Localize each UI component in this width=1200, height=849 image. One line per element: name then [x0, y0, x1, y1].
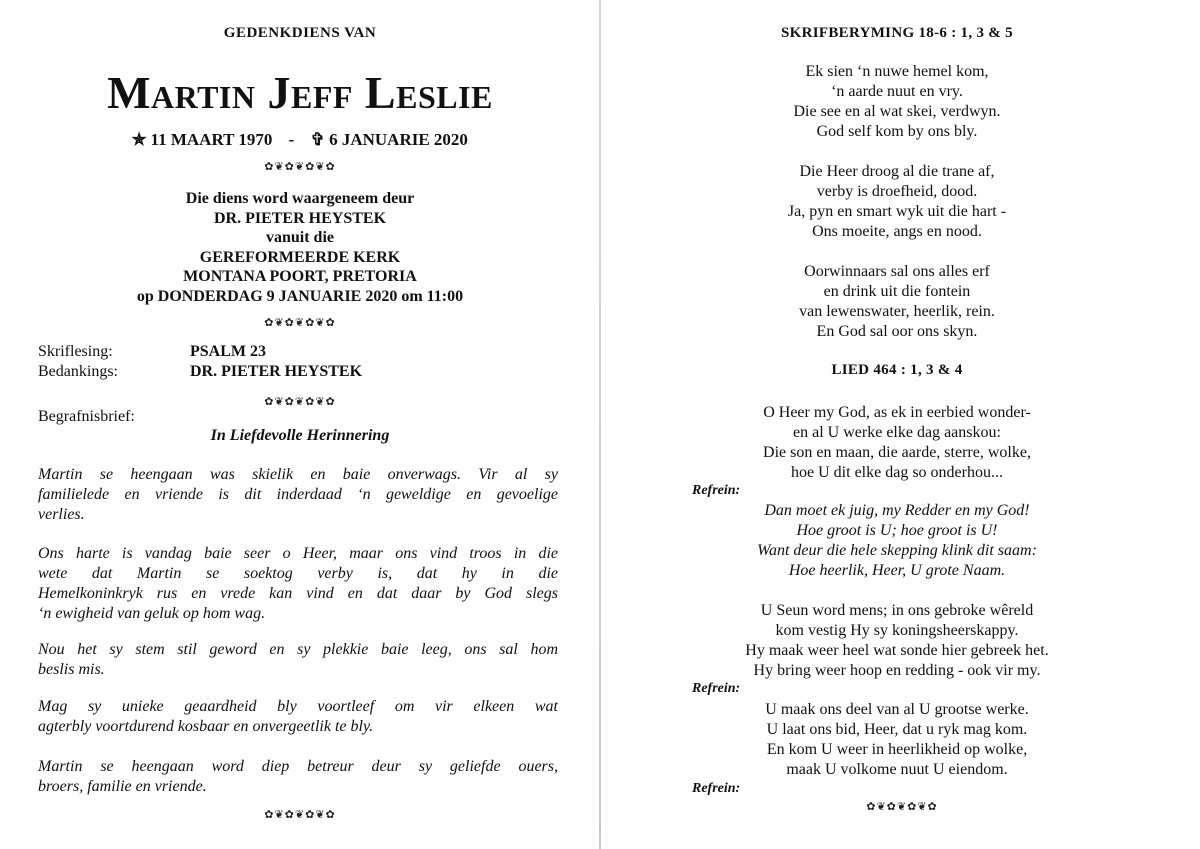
text-line: Martin se heengaan word diep betreur deur sy geliefde ouers, — [38, 758, 558, 775]
program-value: PSALM 23 — [190, 343, 266, 360]
verse-line: Hoe heerlik, Heer, U grote Naam. — [788, 562, 1006, 579]
right-page — [602, 0, 1200, 849]
verse-line: Die son en maan, die aarde, sterre, wolke, — [763, 444, 1031, 461]
text-line: Hemelkoninkryk rus en vrede kan vind en dat daar by God slegs — [38, 585, 558, 602]
text-line: broers, familie en vriende. — [38, 778, 207, 795]
service-line: MONTANA POORT, PRETORIA — [183, 268, 417, 285]
letter-paragraph — [38, 465, 558, 525]
deceased-name: Martin Jeff Leslie — [107, 67, 493, 118]
verse-line: Dan moet ek juig, my Redder en my God! — [764, 502, 1030, 519]
service-line: DR. PIETER HEYSTEK — [213, 209, 387, 227]
verse-line: God self kom by ons bly. — [816, 123, 978, 140]
verse-line: Want deur die hele skepping klink dit saam: — [757, 542, 1037, 559]
verse-line: U Seun word mens; in ons gebroke wêreld — [760, 602, 1034, 619]
verse-line: Ja, pyn en smart wyk uit die hart - — [787, 203, 1007, 220]
program-label: Bedankings: — [38, 363, 118, 380]
hymn2-title: LIED 464 : 1, 3 & 4 — [831, 362, 963, 378]
verse-line: ‘n aarde nuut en vry. — [831, 83, 963, 100]
hymn2-stanza — [652, 403, 1142, 483]
text-line: Mag sy unieke geaardheid bly voortleef om vir elkeen wat — [38, 698, 558, 715]
verse-line: En God sal oor ons skyn. — [816, 323, 978, 340]
refrain-label: Refrein: — [692, 781, 741, 796]
memorial-header: GEDENKDIENS VAN — [223, 25, 377, 41]
verse-line: Ons moeite, angs en nood. — [812, 223, 982, 240]
death-date: 6 JANUARIE 2020 — [329, 130, 468, 149]
verse-line: Die see en al wat skei, verdwyn. — [793, 103, 1001, 120]
text-line: familielede en vriende is dit inderdaad ‘n geweldige en gevoelige — [38, 486, 558, 503]
verse-line: Hy maak weer heel wat sonde hier gebreek het. — [745, 642, 1049, 659]
flower-ornament-divider: ✿❦✿❦✿❦✿ — [264, 809, 336, 821]
program-value: DR. PIETER HEYSTEK — [190, 363, 363, 380]
verse-line: en drink uit die fontein — [823, 283, 971, 300]
text-line: verlies. — [38, 506, 85, 523]
birth-date: 11 MAART 1970 — [150, 130, 273, 149]
text-line: beslis mis. — [38, 661, 105, 678]
verse-line: maak U volkome nuut U eiendom. — [786, 761, 1008, 778]
verse-line: U maak ons deel van al U grootse werke. — [765, 701, 1029, 718]
refrain-label: Refrein: — [692, 681, 741, 696]
text-line: ‘n ewigheid van geluk op hom wag. — [38, 605, 266, 622]
letter-heading: In Liefdevolle Herinnering — [210, 427, 390, 444]
program-label: Skriflesing: — [38, 343, 113, 360]
refrain — [652, 501, 1142, 581]
text-line: agterbly voortdurend kosbaar en onvergeetlik te bly. — [38, 718, 374, 735]
verse-line: kom vestig Hy sy koningsheerskappy. — [775, 622, 1019, 639]
service-line: op DONDERDAG 9 JANUARIE 2020 om 11:00 — [136, 287, 464, 305]
letter-paragraph — [38, 544, 558, 624]
service-details — [70, 189, 530, 306]
verse-line: Die Heer droog al die trane af, — [799, 163, 995, 180]
verse-line: Ek sien ‘n nuwe hemel kom, — [805, 63, 989, 80]
letter-label: Begrafnisbrief: — [38, 408, 135, 425]
verse-line: verby is droefheid, dood. — [816, 183, 978, 200]
service-line: vanuit die — [265, 229, 334, 246]
text-line: wete dat Martin se soektog verby is, dat hy in die — [38, 565, 558, 582]
verse-line: van lewenswater, heerlik, rein. — [799, 303, 995, 320]
date-separator: - — [288, 130, 295, 149]
hymn1-stanza — [652, 162, 1142, 242]
verse-line: U laat ons bid, Heer, dat u ryk mag kom. — [766, 721, 1028, 738]
service-line: GEREFORMEERDE KERK — [199, 248, 401, 266]
left-page — [0, 0, 598, 849]
refrain-label: Refrein: — [692, 483, 741, 498]
verse-line: Hoe groot is U; hoe groot is U! — [796, 522, 998, 539]
flower-ornament-divider: ✿❦✿❦✿❦✿ — [264, 396, 336, 408]
verse-line: En kom U weer in heerlikheid op wolke, — [766, 741, 1028, 758]
letter-paragraph — [38, 757, 558, 797]
service-line: Die diens word waargeneem deur — [185, 190, 415, 207]
page-fold — [599, 0, 601, 849]
life-dates — [50, 130, 550, 150]
hymn1-stanza — [652, 262, 1142, 342]
text-line: Ons harte is vandag baie seer o Heer, maar ons vind troos in die — [38, 545, 558, 562]
verse-line: en al U werke elke dag aanskou: — [793, 424, 1001, 441]
hymn2-stanza — [652, 700, 1142, 780]
flower-ornament-divider: ✿❦✿❦✿❦✿ — [264, 161, 336, 173]
letter-paragraph — [38, 640, 558, 680]
verse-line: Hy bring weer hoop en redding - ook vir my. — [753, 662, 1041, 679]
letter-paragraph — [38, 697, 558, 737]
cross-icon: ✞ — [310, 130, 325, 149]
text-line: Nou het sy stem stil geword en sy plekkie baie leeg, ons sal hom — [38, 641, 558, 658]
hymn1-stanza — [652, 62, 1142, 142]
verse-line: hoe U dit elke dag so onderhou... — [791, 464, 1003, 481]
hymn2-stanza — [652, 601, 1142, 681]
verse-line: O Heer my God, as ek in eerbied wonder- — [763, 404, 1031, 421]
flower-ornament-divider: ✿❦✿❦✿❦✿ — [264, 317, 336, 329]
verse-line: Oorwinnaars sal ons alles erf — [804, 263, 990, 280]
text-line: Martin se heengaan was skielik en baie onverwags. Vir al sy — [38, 466, 558, 483]
star-icon: ✯ — [132, 130, 147, 149]
hymn1-title: SKRIFBERYMING 18-6 : 1, 3 & 5 — [781, 25, 1013, 41]
flower-ornament-divider: ✿❦✿❦✿❦✿ — [866, 801, 938, 813]
